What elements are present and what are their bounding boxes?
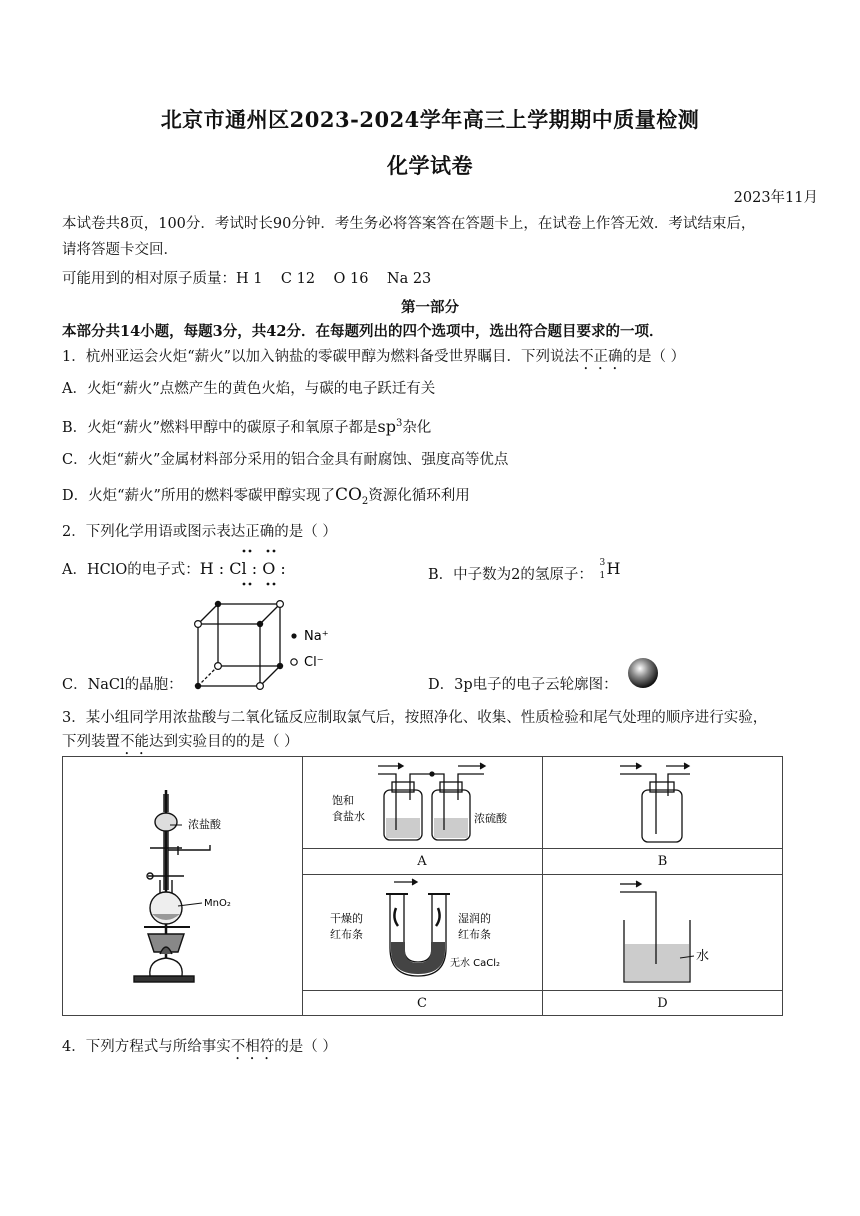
q2-b-label: B．中子数为2的氢原子： <box>428 567 593 583</box>
table-divider <box>302 848 783 849</box>
hclo-electron-formula: H : Cl : O : <box>199 559 286 578</box>
isotope-symbol: H <box>606 559 621 578</box>
collection-bottle-diagram-b <box>600 760 720 846</box>
q1-option-b <box>62 414 431 438</box>
gen-acid-label: 浓盐酸 <box>188 818 221 831</box>
table-divider <box>542 756 543 1016</box>
q1-emphasis: 不正确 <box>579 349 623 365</box>
atomic-masses: 可能用到的相对原子质量：H 1 C 12 O 16 Na 23 <box>62 271 432 287</box>
q1-d-text: D．火炬“薪火”所用的燃料零碳甲醇实现了 <box>62 488 335 504</box>
q2-option-d: D．3p电子的电子云轮廓图： <box>428 677 618 693</box>
legend-cl: Cl⁻ <box>304 655 324 670</box>
q1-b-text: B．火炬“薪火”燃料甲醇中的碳原子和氧原子都是 <box>62 419 378 436</box>
q1-stem-text: 1．杭州亚运会火炬“薪火”以加入钠盐的零碳甲醇为燃料备受世界瞩目．下列说法 <box>62 349 580 365</box>
apparatus-label-d: D <box>657 996 668 1011</box>
beaker-diagram-d <box>600 878 750 988</box>
q4-stem-text: 4．下列方程式与所给事实 <box>62 1039 231 1055</box>
electron-dots <box>228 548 298 588</box>
c-dry-label: 干燥的 <box>330 912 363 925</box>
nacl-unit-cell-diagram <box>180 596 350 692</box>
q3-emphasis: 不能 <box>120 734 149 750</box>
instructions-line1: 本试卷共8页，100分．考试时长90分钟．考生务必将答案答在答题卡上，在试卷上作答无效．考试结束后， <box>62 216 756 232</box>
q2-option-c: C．NaCl的晶胞： <box>62 677 183 693</box>
chlorine-generator-diagram <box>120 780 300 990</box>
p-orbital-sphere-icon <box>626 656 660 690</box>
table-divider <box>302 756 303 1016</box>
isotope-mass-number: 3 <box>599 558 606 568</box>
page-subtitle: 化学试卷 <box>387 153 473 178</box>
wash-bottles-diagram-a <box>308 760 538 846</box>
q1-b-sp: sp <box>377 416 396 436</box>
hydrogen-isotope <box>598 559 622 579</box>
q1-d-end: 资源化循环利用 <box>368 488 470 504</box>
a-saturated-label: 饱和 <box>332 794 354 807</box>
page-title: 北京市通州区2023-2024学年高三上学期期中质量检测 <box>160 107 700 132</box>
q3-stem-line2 <box>62 732 299 758</box>
q3-stem-text: 下列装置 <box>62 734 120 750</box>
table-divider <box>302 990 783 991</box>
q2-stem: 2．下列化学用语或图示表达正确的是（ ） <box>62 524 337 540</box>
q1-b-sup: 3 <box>395 418 403 429</box>
q1-b-end: 杂化 <box>402 419 432 436</box>
part1-description: 本部分共14小题，每题3分，共42分．在每题列出的四个选项中，选出符合题目要求的一项． <box>62 323 664 340</box>
a-brine-label: 食盐水 <box>332 810 365 823</box>
instructions-line2: 请将答题卡交回． <box>62 242 178 258</box>
q1-d-co: CO <box>334 485 362 505</box>
apparatus-label-b: B <box>657 854 668 869</box>
apparatus-label-a: A <box>417 854 427 869</box>
apparatus-label-c: C <box>417 996 427 1011</box>
q3-stem-end: 达到实验目的的是（ ） <box>149 734 299 750</box>
q4-stem-end: 的是（ ） <box>274 1039 337 1055</box>
gen-mno2-label: MnO₂ <box>204 898 231 909</box>
table-divider <box>302 874 783 875</box>
q4-stem <box>62 1037 337 1063</box>
d-water-label: 水 <box>696 949 710 964</box>
q2-a-label: A．HClO的电子式： <box>62 562 200 578</box>
part1-heading: 第一部分 <box>401 299 459 316</box>
q1-stem <box>62 347 685 373</box>
exam-date: 2023年11月 <box>733 190 818 206</box>
q1-option-c: C．火炬“薪火”金属材料部分采用的铝合金具有耐腐蚀、强度高等优点 <box>62 452 509 468</box>
isotope-atomic-number: 1 <box>599 571 606 581</box>
q3-stem-line1: 3．某小组同学用浓盐酸与二氧化锰反应制取氯气后，按照净化、收集、性质检验和尾气处理的顺序进行实验， <box>62 710 768 726</box>
q1-option-a: A．火炬“薪火”点燃产生的黄色火焰，与碳的电子跃迁有关 <box>62 381 436 397</box>
c-cacl2-label: 无水 CaCl₂ <box>450 958 501 969</box>
legend-na: Na⁺ <box>304 629 329 644</box>
q1-stem-end: 的是（ ） <box>622 349 686 365</box>
u-tube-diagram-c <box>308 878 538 988</box>
q1-option-d <box>62 485 470 512</box>
q4-emphasis: 不相符 <box>230 1039 275 1055</box>
q2-option-b <box>428 559 622 585</box>
q1-d-sub: 2 <box>361 495 369 507</box>
a-sulfuric-acid-label: 浓硫酸 <box>474 812 507 825</box>
c-wet-strip-label: 红布条 <box>458 928 491 941</box>
c-dry-strip-label: 红布条 <box>330 928 363 941</box>
c-wet-label: 湿润的 <box>458 912 491 925</box>
